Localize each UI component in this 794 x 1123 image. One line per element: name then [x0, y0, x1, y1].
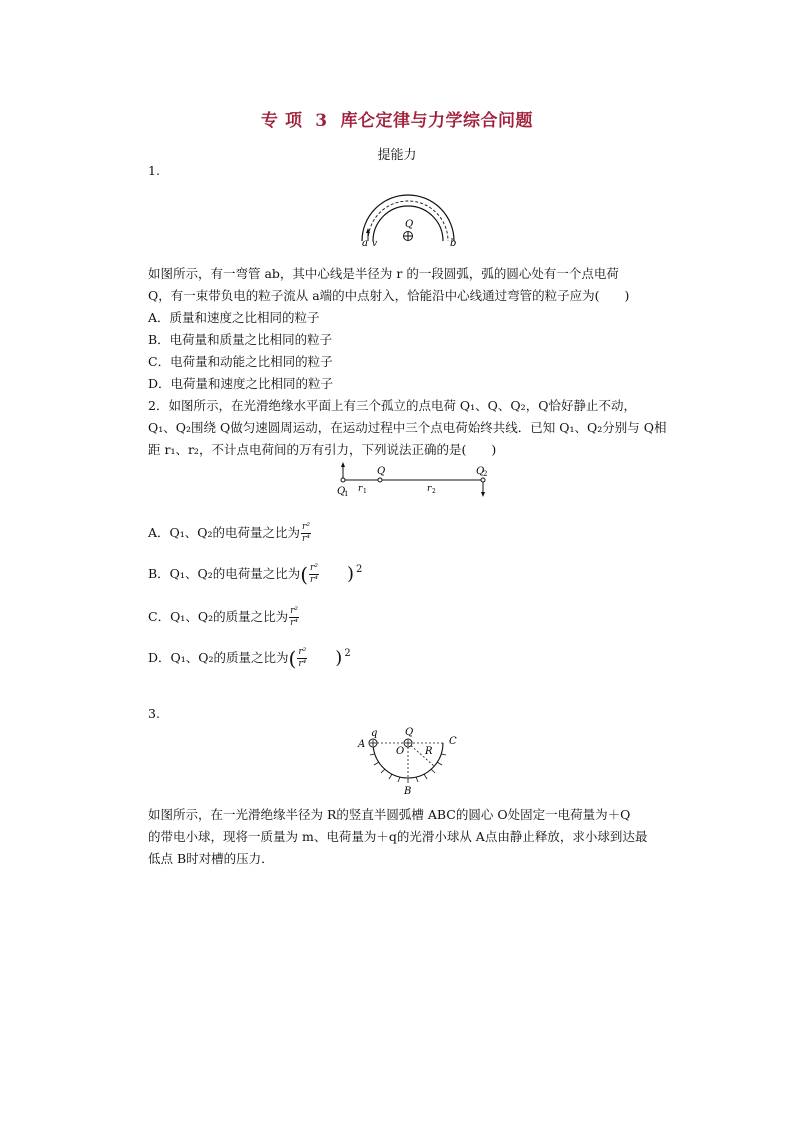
fraction-numerator: r²	[310, 563, 318, 573]
q2-label-Q: Q	[377, 466, 386, 477]
q1-label-a: a	[362, 238, 368, 249]
q3-label-O: O	[396, 746, 405, 757]
q3-stem-line3: 低点 B时对槽的压力．	[148, 851, 274, 866]
fraction-denominator: r⁴	[310, 575, 318, 585]
q3-label-q: q	[371, 728, 378, 739]
q2-label-Q2-sub: 2	[483, 470, 488, 478]
q3-stem-line2: 的带电小球，现将一质量为 m、电荷量为＋q的光滑小球从 A点由静止释放，求小球到达最	[148, 829, 648, 844]
q1-option-c: C．电荷量和动能之比相同的粒子	[148, 354, 333, 369]
q2-label-r2: r	[427, 484, 432, 494]
q2-option-d: D．Q₁、Q₂的质量之比为( $\frac{\text{r²}}{\text{r⁴}}$ ) $^2$	[148, 646, 351, 671]
q2-option-a-text: A．Q₁、Q₂的电荷量之比为	[148, 525, 301, 540]
page-title: 专 项 3 库仑定律与力学综合问题	[261, 111, 533, 131]
q1-option-d: D．电荷量和速度之比相同的粒子	[148, 376, 334, 391]
q1-bent-tube-figure	[352, 183, 464, 249]
fraction-denominator: r⁴	[290, 618, 299, 628]
q2-label-Q1-sub: 1	[344, 490, 349, 498]
q2-label-r1-sub: 1	[363, 488, 367, 495]
exponent: 2	[355, 564, 363, 575]
q1-stem-line2: Q，有一束带负电的粒子流从 a端的中点射入，恰能沿中心线通过弯管的粒子应为( )	[148, 288, 630, 303]
fraction-numerator: r²	[290, 606, 299, 616]
q3-label-Q: Q	[405, 727, 414, 738]
q2-option-c	[148, 599, 299, 635]
q3-number: 3.	[148, 706, 160, 721]
q2-option-c-fraction	[289, 606, 299, 629]
fraction-denominator: r⁴	[302, 534, 310, 544]
q3-label-C: C	[449, 736, 457, 747]
q3-semicircle-groove-figure	[354, 724, 468, 796]
q2-option-b: B．Q₁、Q₂的电荷量之比为( $\frac{\text{r²}}{\text{r⁴}}$ ) $^2$	[148, 562, 363, 587]
close-paren: )	[346, 563, 354, 585]
q2-option-c-text: C．Q₁、Q₂的质量之比为	[148, 609, 289, 624]
q2-option-a	[148, 515, 311, 551]
q1-label-b: b	[450, 238, 457, 249]
q2-stem-line2: Q₁、Q₂围绕 Q做匀速圆周运动，在运动过程中三个点电荷始终共线．已知 Q₁、Q₂分别与 Q相	[148, 420, 667, 435]
q2-stem-line3: 距 r₁、r₂，不计点电荷间的万有引力，下列说法正确的是( )	[148, 442, 497, 457]
q2-label-r1: r	[358, 484, 363, 494]
q1-number: 1.	[148, 163, 160, 178]
q3-label-R: R	[425, 746, 433, 757]
q2-label-r2-sub: 2	[432, 488, 436, 495]
q2-label-Q2: Q	[476, 466, 485, 477]
q1-stem-line1: 如图所示，有一弯管 ab，其中心线是半径为 r 的一段圆弧，弧的圆心处有一个点电荷	[148, 266, 619, 281]
fraction-denominator: r⁴	[298, 659, 307, 669]
q1-option-b: B．电荷量和质量之比相同的粒子	[148, 332, 333, 347]
fraction-numerator: r²	[302, 522, 310, 532]
q2-collinear-charges-figure	[333, 460, 493, 502]
close-paren: )	[335, 647, 343, 669]
q2-option-b-fraction	[309, 563, 319, 586]
section-subtitle: 提能力	[377, 148, 417, 163]
q2-option-a-fraction	[301, 522, 311, 545]
q2-stem-line1: 2．如图所示，在光滑绝缘水平面上有三个孤立的点电荷 Q₁、Q、Q₂，Q恰好静止不动，	[148, 398, 636, 413]
q2-option-d-text: D．Q₁、Q₂的质量之比为	[148, 650, 289, 665]
q1-option-a: A．质量和速度之比相同的粒子	[148, 310, 320, 325]
q2-label-Q1: Q	[337, 486, 346, 497]
fraction-numerator: r²	[298, 647, 307, 657]
q1-label-Q: Q	[405, 219, 414, 230]
q3-label-B: B	[404, 786, 412, 796]
q2-option-b-text: B．Q₁、Q₂的电荷量之比为	[148, 566, 301, 581]
q1-label-v: v	[372, 239, 378, 249]
q2-option-d-fraction	[297, 647, 307, 670]
q3-label-A: A	[358, 739, 366, 750]
exponent: 2	[344, 648, 351, 659]
q3-stem-line1: 如图所示，在一光滑绝缘半径为 R的竖直半圆弧槽 ABC的圆心 O处固定一电荷量为＋Q	[148, 807, 631, 822]
